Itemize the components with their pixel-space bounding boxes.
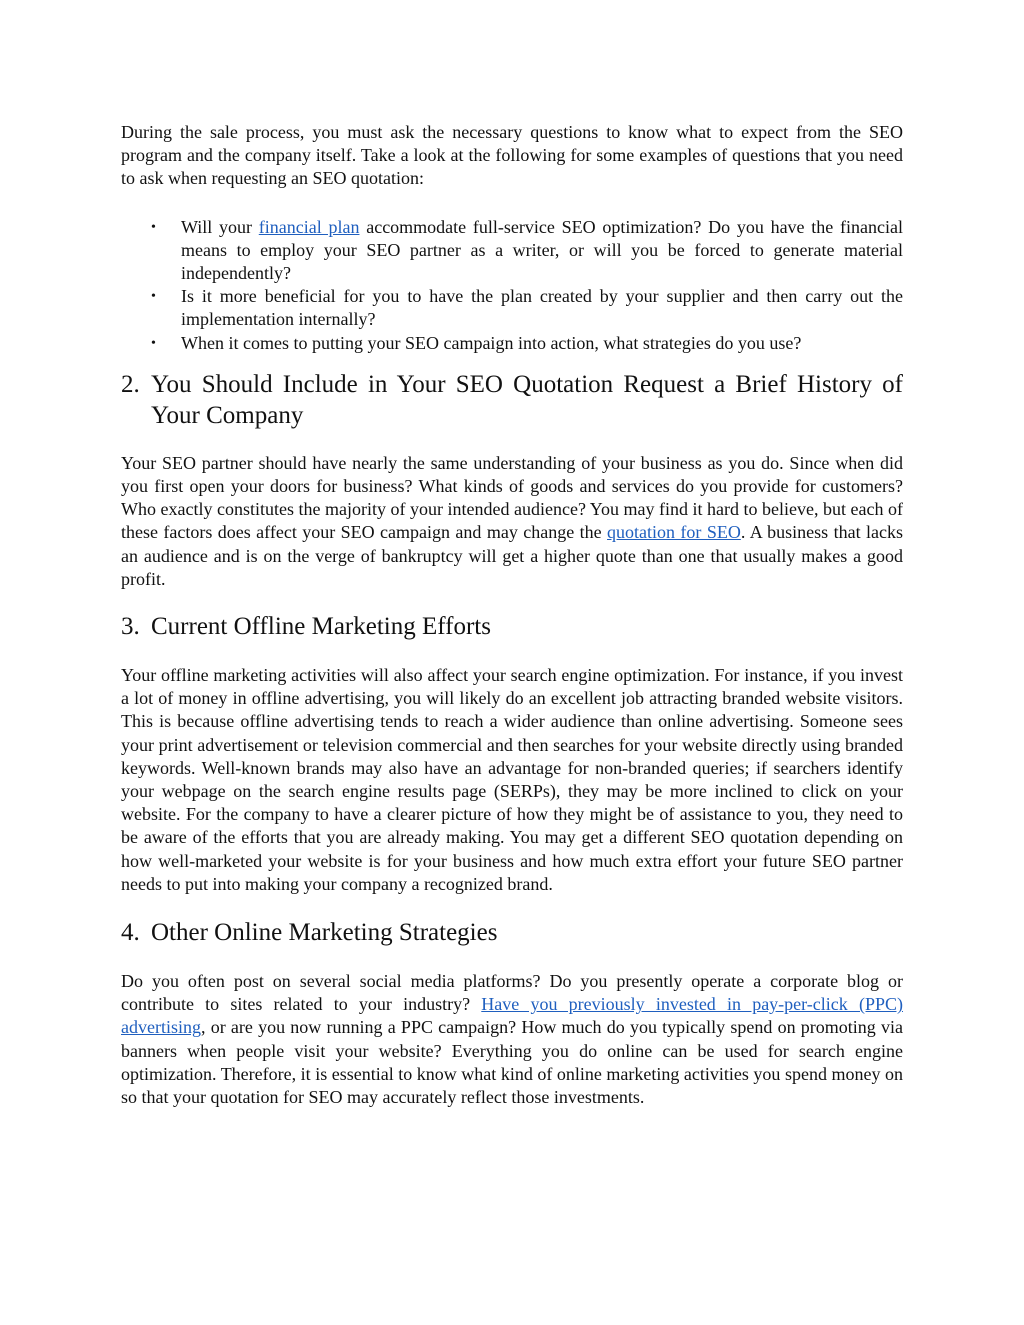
list-item-text: When it comes to putting your SEO campaign into action, what strategies do you use? — [181, 332, 802, 353]
section-3-heading — [121, 611, 903, 642]
section-number: 3. — [121, 613, 140, 641]
section-number: 2. — [121, 370, 140, 398]
quotation-for-seo-link[interactable]: quotation for SEO — [607, 522, 741, 543]
question-list — [121, 216, 903, 355]
paragraph-text: Your SEO partner should have nearly the same understanding of your business as you do. Since when did you first open your doors for business? What kinds of goods and services do you provide for customers? Who exactly constitutes the majority of your intended audience? You may find it hard to believe, but each of these factors does affect your SEO campaign and may change the — [121, 452, 903, 543]
financial-plan-link[interactable]: financial plan — [258, 216, 360, 237]
intro-paragraph: During the sale process, you must ask the necessary questions to know what to expect from the SEO program and the company itself. Take a look at the following for some examples of questions that you need to ask when requesting an SEO quotation: — [121, 122, 903, 189]
list-item — [121, 285, 903, 331]
paragraph-text: . A business that lacks an audience and is on the verge of bankruptcy will get a higher quote than one that usually makes a good profit. — [121, 522, 903, 589]
list-item — [121, 332, 903, 355]
paragraph-text: , or are you now running a PPC campaign? How much do you typically spend on promoting via banners when people visit your website? Everything you do online can be used for search engine optimization. Therefore, it is essential to know what kind of online marketing activities you spend money on so that your quotation for SEO may accurately reflect those investments. — [121, 1017, 903, 1108]
ppc-advertising-link[interactable]: Have you previously invested in pay-per-click (PPC) advertising — [121, 994, 903, 1038]
list-item-text: Is it more beneficial for you to have the plan created by your supplier and then carry out the implementation internally? — [181, 286, 903, 330]
list-item-text: accommodate full-service SEO optimization? Do you have the financial means to employ your SEO partner as a writer, or will you be forced to generate material independently? — [181, 216, 903, 284]
paragraph-text: Do you often post on several social media platforms? Do you presently operate a corporate blog or contribute to sites related to your industry? — [121, 971, 903, 1015]
section-3-paragraph: Your offline marketing activities will also affect your search engine optimization. For instance, if you invest a lot of money in offline advertising, you will likely do an excellent job attracting branded website visitors. This is because offline advertising tends to reach a wider audience than online advertising. Someone sees your print advertisement or television commercial and then searches for your website directly using branded keywords. Well-known brands may also have an advantage for non-branded queries; if searchers identify your webpage on the search engine results page (SERPs), they may be more inclined to click on your website. For the company to have a clearer picture of how they might be of assistance to you, they need to be aware of the efforts that you are already making. You may get a different SEO quotation depending on how well-marketed your website is for your business and how much extra effort your future SEO partner needs to put into making your company a recognized brand. — [121, 665, 903, 894]
section-number: 4. — [121, 919, 140, 947]
bullet-icon: • — [151, 289, 156, 305]
section-4-heading — [121, 917, 903, 948]
section-2-paragraph — [121, 452, 903, 591]
bullet-icon: • — [151, 219, 156, 235]
section-title: Current Offline Marketing Efforts — [151, 613, 491, 641]
list-item-text: Will your — [181, 216, 259, 237]
section-2-heading — [121, 369, 903, 431]
section-title: Other Online Marketing Strategies — [151, 919, 498, 947]
section-4-paragraph — [121, 970, 903, 1109]
list-item — [121, 216, 903, 286]
bullet-icon: • — [151, 335, 156, 351]
section-title: You Should Include in Your SEO Quotation Request a Brief History of Your Company — [151, 370, 903, 429]
